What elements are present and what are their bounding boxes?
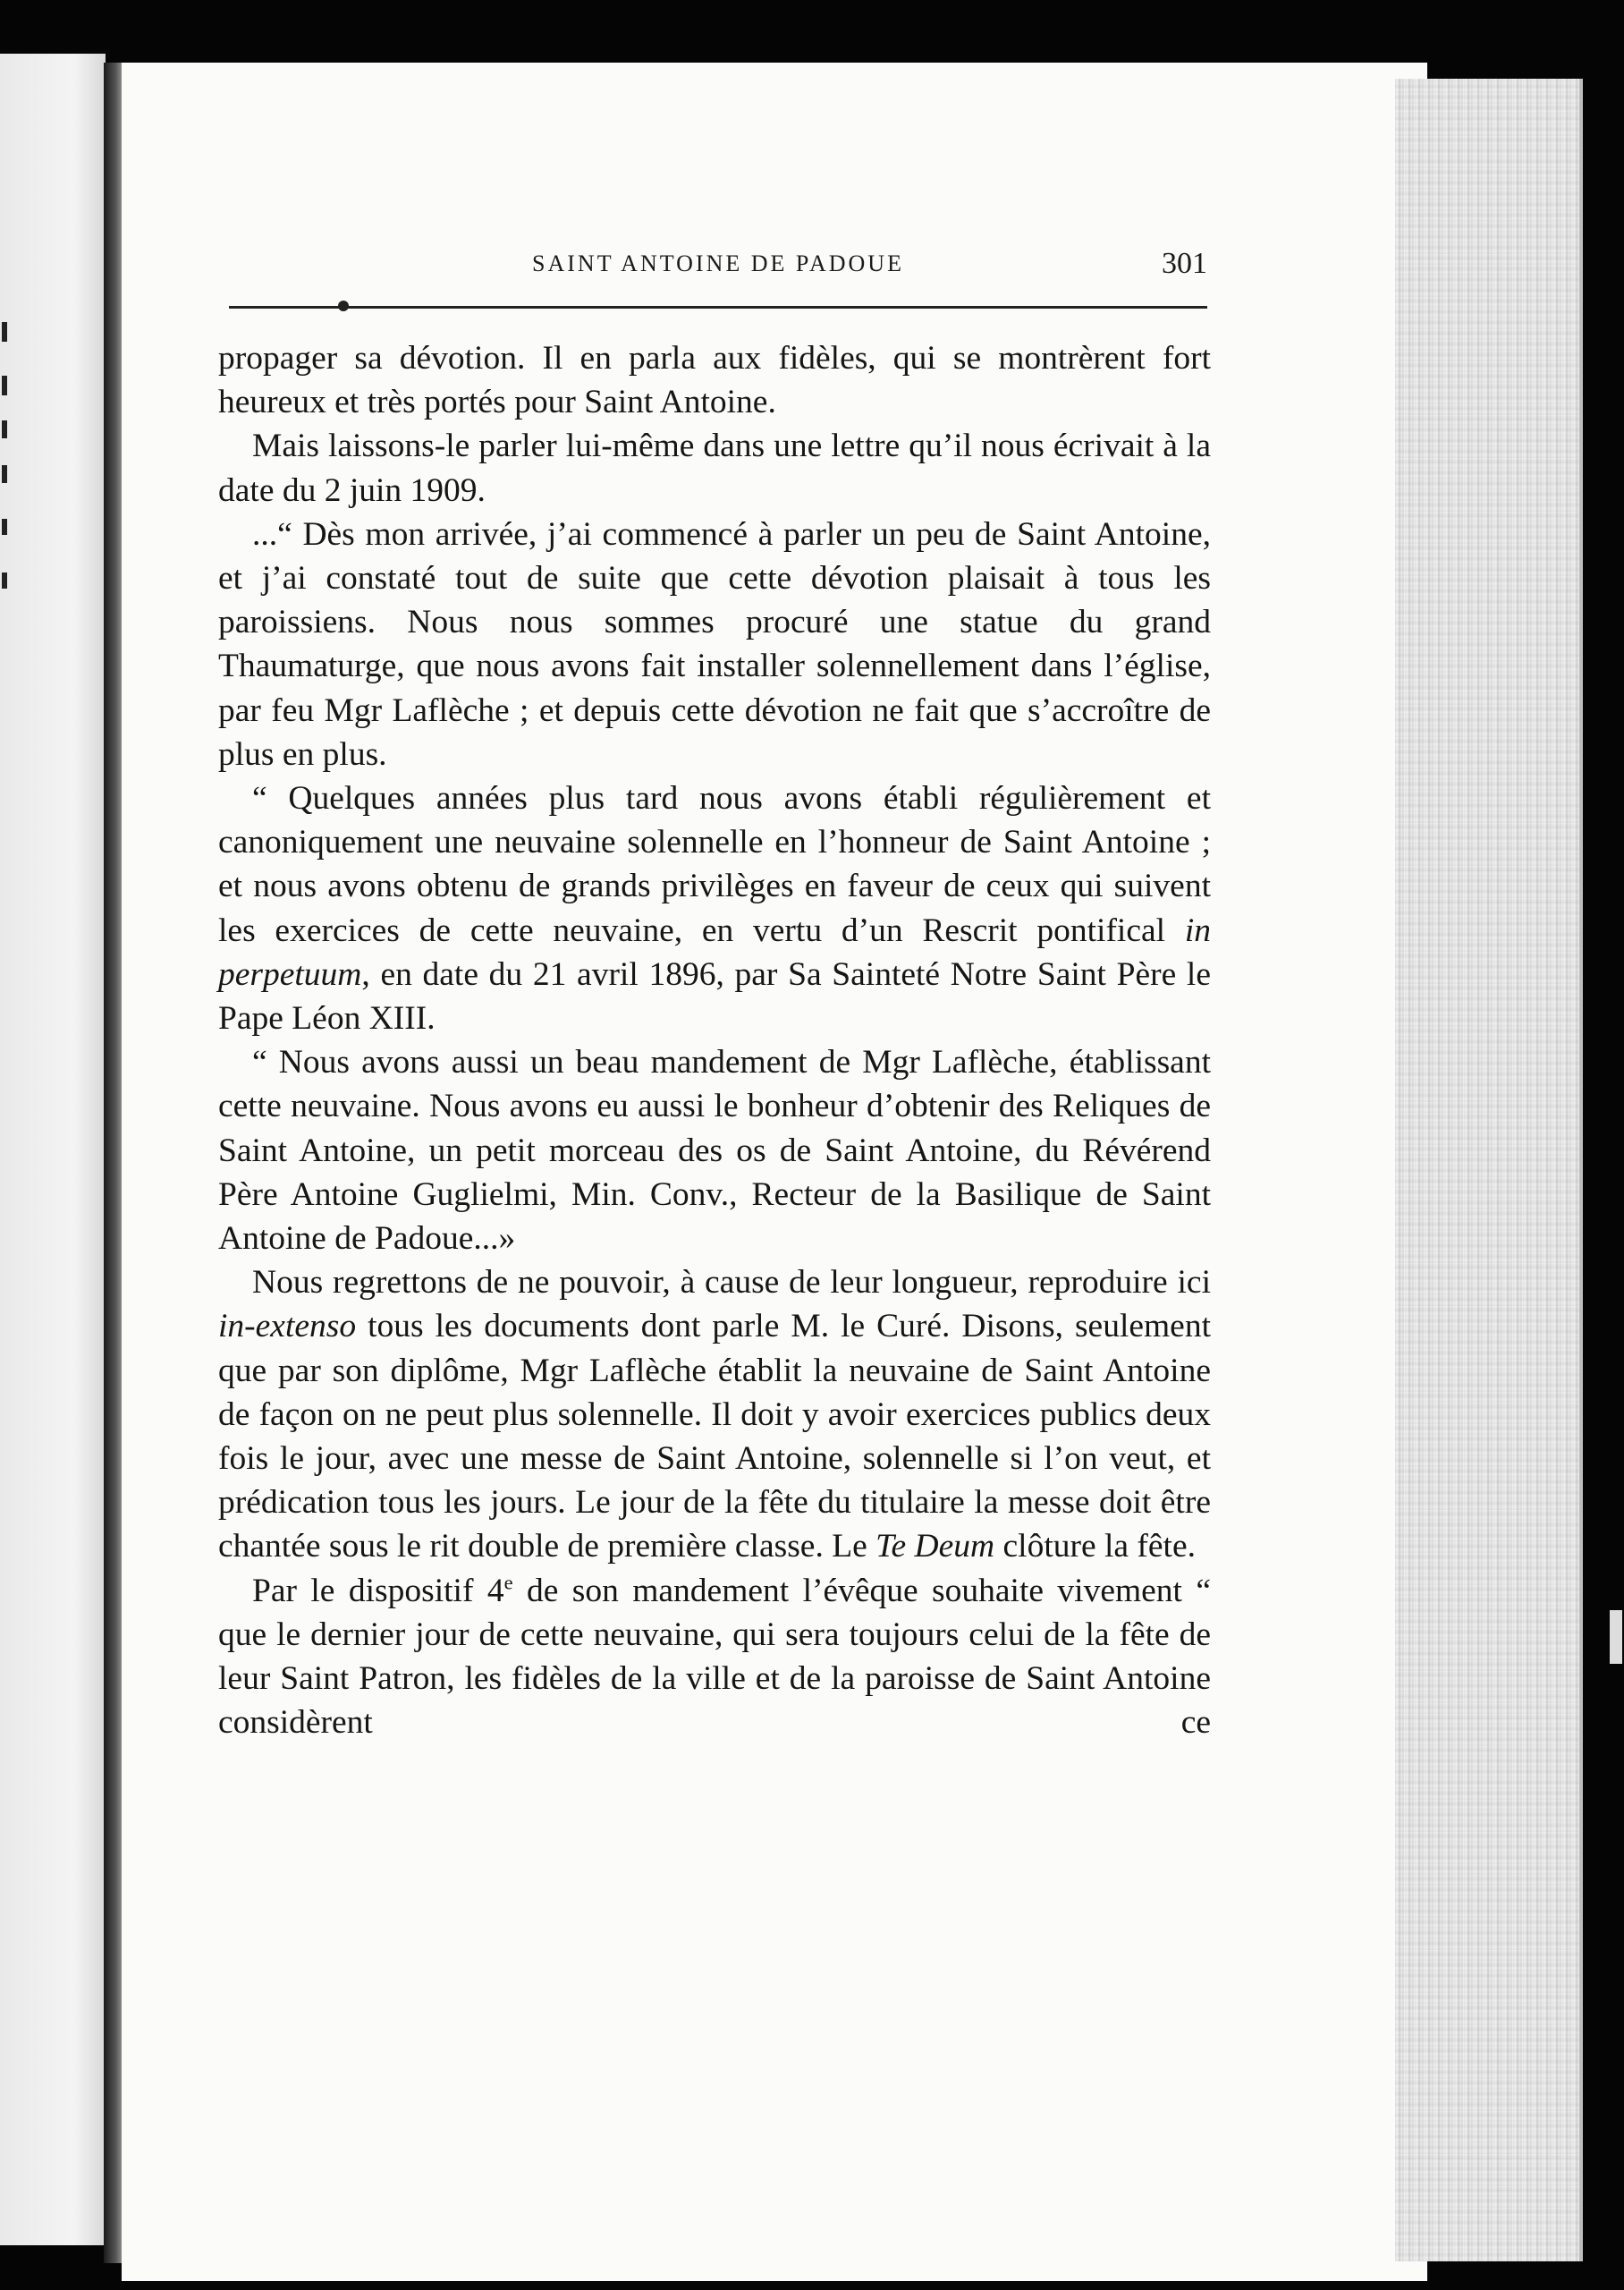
previous-page-edge <box>0 54 106 2245</box>
edge-smudge <box>1610 1610 1622 1664</box>
paragraph <box>218 776 1211 1040</box>
paragraph <box>218 1260 1211 1568</box>
paragraph-text: Par le dispositif 4 <box>252 1572 504 1609</box>
paragraph <box>218 424 1211 512</box>
paragraph <box>218 513 1211 776</box>
paragraph-text: Nous regrettons de ne pouvoir, à cause de leur longueur, reproduire ici <box>252 1264 1211 1302</box>
paragraph-text: de son mandement l’évêque souhaite vivement “ que le dernier jour de cette neuvaine, qui sera toujours celui de la fête de leur Saint Patron, les fidèles de la ville et de la paroisse de Saint Antoine considèrent ce <box>218 1572 1211 1742</box>
paragraph-text: clôture la fête. <box>994 1528 1196 1565</box>
paragraph <box>218 1569 1211 1745</box>
italic-text: in perpetuum <box>218 912 1211 993</box>
book-gutter <box>104 63 123 2263</box>
italic-text: in-extenso <box>218 1308 357 1345</box>
superscript: e <box>503 1571 513 1594</box>
italic-text: Te Deum <box>875 1528 995 1565</box>
page-number: 301 <box>1162 247 1207 280</box>
paragraph <box>218 336 1211 424</box>
paragraph-text: , en date du 21 avril 1896, par Sa Sainteté Notre Saint Père le Pape Léon XIII. <box>218 955 1211 1038</box>
ink-mark <box>2 376 7 395</box>
page-edges <box>1395 79 1583 2261</box>
paragraph <box>218 1040 1211 1260</box>
paragraph-text: “ Quelques années plus tard nous avons établi régulièrement et canoniquement une neuvaine solennelle en l’honneur de Saint Antoine ; et nous avons obtenu de grands privilèges en faveur de ceux qui suivent les exercices de cette neuvaine, en vertu d’un Rescrit pontifical <box>218 780 1211 949</box>
header-rule <box>229 306 1207 309</box>
ink-mark <box>2 572 7 589</box>
ink-mark <box>2 465 7 483</box>
running-title: SAINT ANTOINE DE PADOUE <box>532 250 904 276</box>
body-text <box>218 336 1211 1745</box>
paragraph-text: tous les documents dont parle M. le Curé. Disons, seulement que par son diplôme, Mgr Laflèche établit la neuvaine de Saint Antoine de façon on ne peut plus solennelle. Il doit y avoir exercices publics deux fois le jour, avec une messe de Saint Antoine, solennelle si l’on veut, et prédication tous les jours. Le jour de la fête du titulaire la messe doit être chantée sous le rit double de première classe. Le <box>218 1308 1211 1565</box>
ink-mark <box>2 420 7 438</box>
paragraph-text: ...“ Dès mon arrivée, j’ai commencé à parler un peu de Saint Antoine, et j’ai constaté tout de suite que cette dévotion plaisait à tous les paroissiens. Nous nous sommes procuré une statue du grand Thaumaturge, que nous avons fait installer solennellement dans l’église, par feu Mgr Laflèche ; et depuis cette dévotion ne fait que s’accroître de plus en plus. <box>218 515 1211 773</box>
running-head <box>229 242 1207 295</box>
paragraph-text: Mais laissons-le parler lui-même dans une lettre qu’il nous écrivait à la date du 2 juin 1909. <box>218 428 1211 509</box>
ink-mark <box>2 519 7 535</box>
paragraph-text: “ Nous avons aussi un beau mandement de Mgr Laflèche, établissant cette neuvaine. Nous avons eu aussi le bonheur d’obtenir des Reliques de Saint Antoine, un petit morceau des os de Saint Antoine, du Révérend Père Antoine Guglielmi, Min. Conv., Recteur de la Basilique de Saint Antoine de Padoue...» <box>218 1044 1211 1258</box>
paragraph-text: propager sa dévotion. Il en parla aux fidèles, qui se montrèrent fort heureux et très portés pour Saint Antoine. <box>218 340 1211 421</box>
header-rule-ornament <box>338 301 349 311</box>
ink-mark <box>2 322 7 342</box>
